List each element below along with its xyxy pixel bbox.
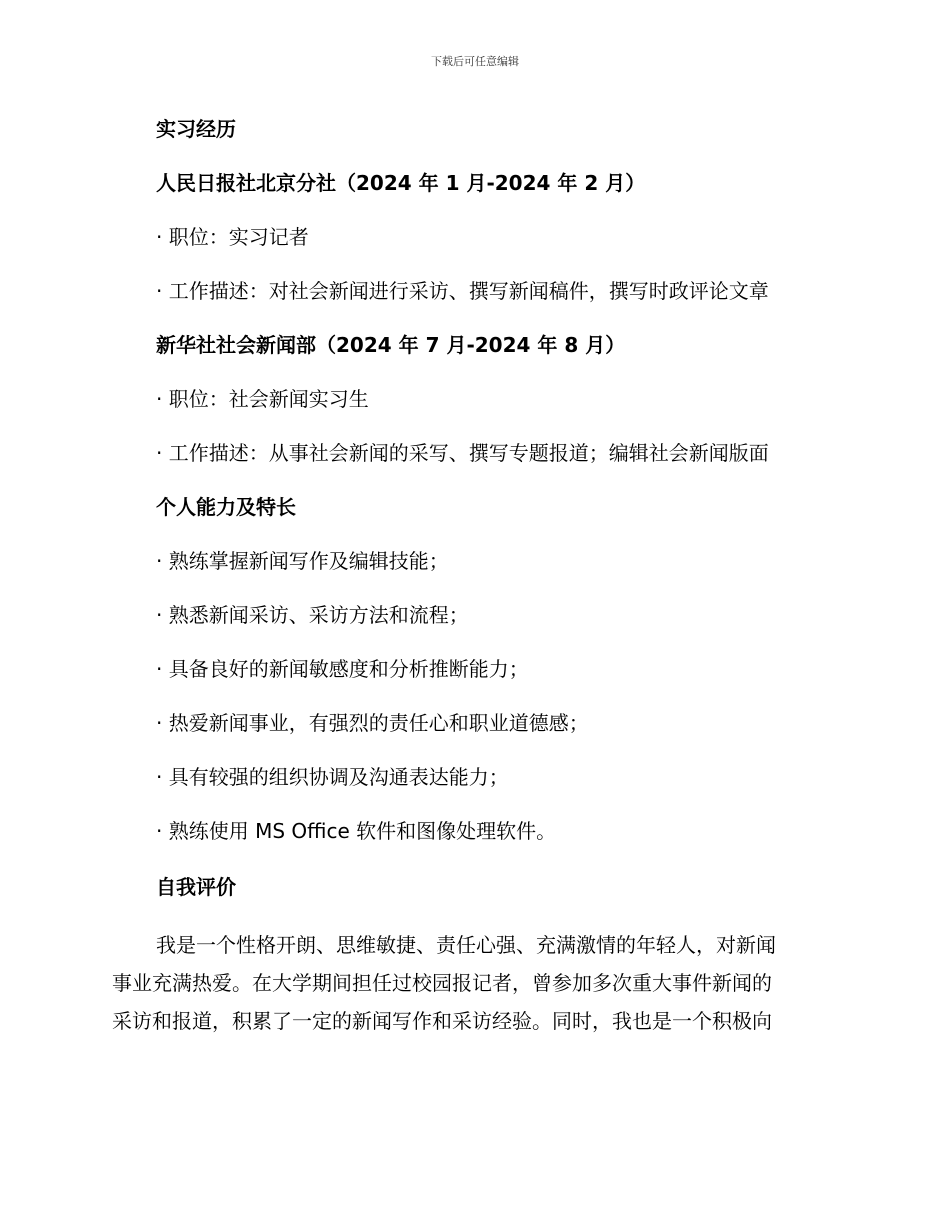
page-header: 下载后可任意编辑 <box>431 55 519 68</box>
section-title-internship: 实习经历 <box>156 117 236 141</box>
job-position: · 职位：实习记者 <box>156 225 309 249</box>
job-description: · 工作描述：从事社会新闻的采写、撰写专题报道；编辑社会新闻版面 <box>156 441 769 465</box>
skill-item: · 熟练使用 MS Office 软件和图像处理软件。 <box>156 819 557 843</box>
skill-item: · 具备良好的新闻敏感度和分析推断能力； <box>156 657 529 681</box>
self-eval-line: 事业充满热爱。在大学期间担任过校园报记者，曾参加多次重大事件新闻的 <box>112 971 772 995</box>
section-title-skills: 个人能力及特长 <box>156 495 296 519</box>
skill-item: · 热爱新闻事业，有强烈的责任心和职业道德感； <box>156 711 589 735</box>
self-eval-paragraph <box>112 926 832 1040</box>
self-eval-line: 采访和报道，积累了一定的新闻写作和采访经验。同时，我也是一个积极向 <box>112 1009 772 1033</box>
section-title-self-eval: 自我评价 <box>156 875 236 899</box>
job-position: · 职位：社会新闻实习生 <box>156 387 369 411</box>
skill-item: · 熟悉新闻采访、采访方法和流程； <box>156 603 469 627</box>
self-eval-line: 我是一个性格开朗、思维敏捷、责任心强、充满激情的年轻人，对新闻 <box>156 933 776 957</box>
skill-item: · 熟练掌握新闻写作及编辑技能； <box>156 549 449 573</box>
job-org: 新华社社会新闻部（2024 年 7 月-2024 年 8 月） <box>156 333 626 357</box>
job-org: 人民日报社北京分社（2024 年 1 月-2024 年 2 月） <box>156 171 646 195</box>
skill-item: · 具有较强的组织协调及沟通表达能力； <box>156 765 509 789</box>
job-description: · 工作描述：对社会新闻进行采访、撰写新闻稿件，撰写时政评论文章 <box>156 279 769 303</box>
